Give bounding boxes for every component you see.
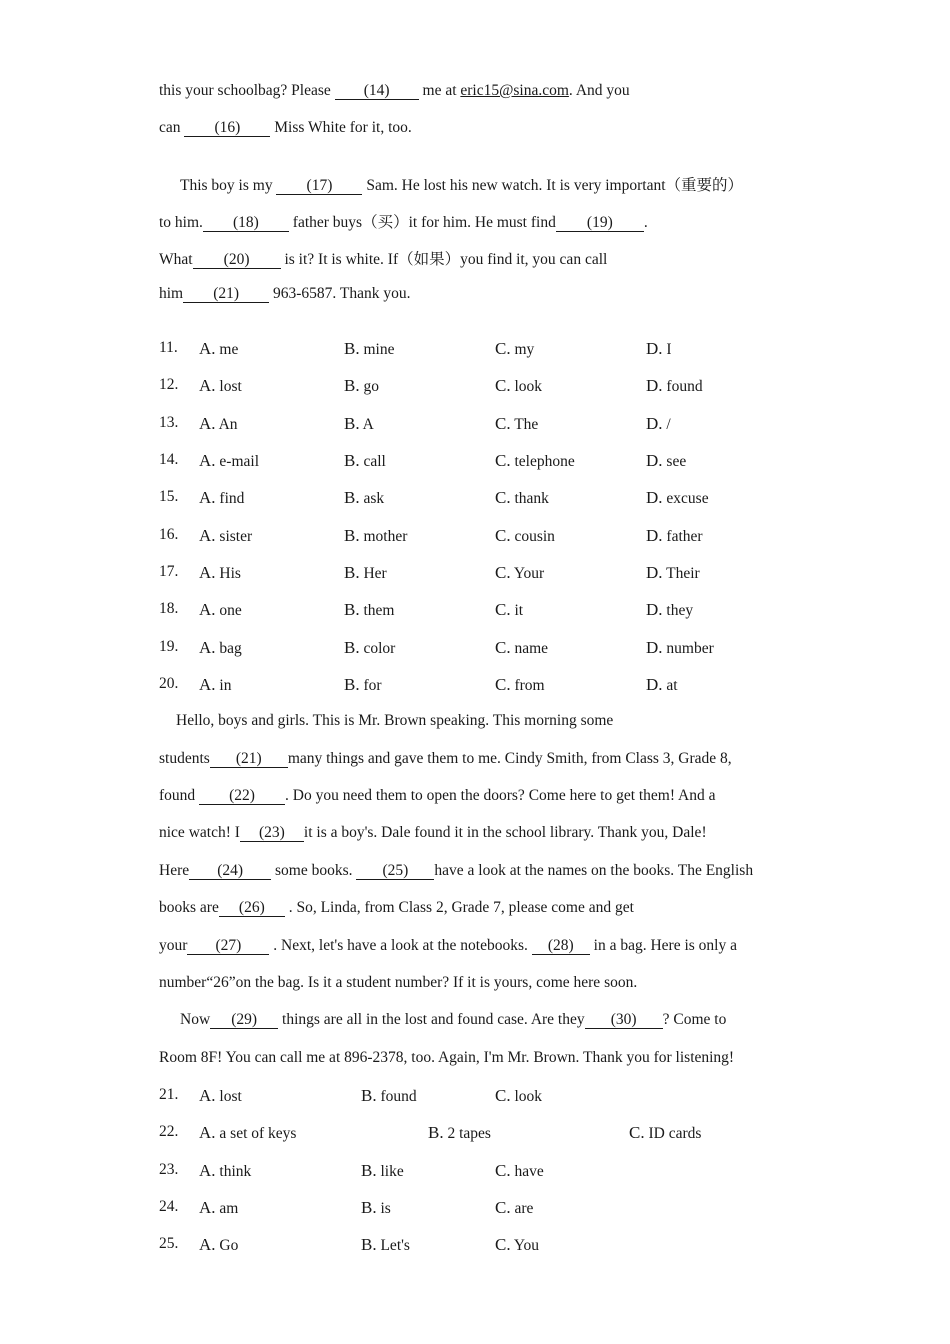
- p3-line-1: Hello, boys and girls. This is Mr. Brown speaking. This morning some: [176, 712, 614, 729]
- blank-25: (25): [356, 863, 434, 880]
- p3-line-7: your (27) . Next, let's have a look at the notebooks. (28) in a bag. Here is only a: [159, 937, 737, 954]
- p2-line-4: him (21) 963-6587. Thank you.: [159, 285, 411, 302]
- blank-27: (27): [187, 938, 269, 955]
- p3-line-10: Room 8F! You can call me at 896-2378, too. Again, I'm Mr. Brown. Thank you for listening!: [159, 1049, 735, 1066]
- blank-19: (19): [556, 215, 644, 232]
- blank-29: (29): [210, 1012, 278, 1029]
- blank-28: (28): [532, 938, 590, 955]
- email-link[interactable]: eric15@sina.com: [460, 82, 569, 99]
- blank-26: (26): [219, 900, 285, 917]
- p1-line-2: can (16) Miss White for it, too.: [159, 119, 412, 136]
- blank-23: (23): [240, 825, 304, 842]
- p3-line-5: Here (24) some books. (25) have a look at the names on the books. The English: [159, 862, 754, 879]
- p2-line-3: What (20) is it? It is white. If（如果）you find it, you can call: [159, 251, 608, 268]
- blank-14: (14): [335, 83, 419, 100]
- p3-line-9: Now (29) things are all in the lost and found case. Are they (30) ? Come to: [180, 1011, 727, 1028]
- p3-line-6: books are (26) . So, Linda, from Class 2, Grade 7, please come and get: [159, 899, 634, 916]
- p2-line-1: This boy is my (17) Sam. He lost his new watch. It is very important（重要的）: [180, 177, 744, 194]
- p3-line-4: nice watch! I (23) it is a boy's. Dale found it in the school library. Thank you, Dale!: [159, 824, 707, 841]
- p1-line-1: this your schoolbag? Please (14) me at eric15@sina.com. And you: [159, 82, 630, 99]
- blank-21a: (21): [183, 286, 269, 303]
- p3-line-2: students (21) many things and gave them to me. Cindy Smith, from Class 3, Grade 8,: [159, 750, 732, 767]
- blank-17: (17): [276, 178, 362, 195]
- blank-16: (16): [184, 120, 270, 137]
- blank-22: (22): [199, 788, 285, 805]
- blank-24: (24): [189, 863, 271, 880]
- blank-20: (20): [193, 252, 281, 269]
- blank-18: (18): [203, 215, 289, 232]
- worksheet-page: this your schoolbag? Please (14) me at eric15@sina.com. And you can (16) Miss White for it, too. This boy is my (17) Sam. He lost his new watch. It is very important（重要的） to him. (18) father buys（买）it for him. He must find (19) . What (20) is it? It is white. If（如果）you find it, you can call him (21) 963-6587. Thank you. 11. A. me B. mine C. my D. I 12. A. lost B. go C. look D. found 13. A. An B. A C. The D. / 14. A. e-mail B. call C. telephone D. see 15. A. find B. ask C. thank D. excuse 16. A. sister B. mother C. cousin D. father 17. A. His B. Her C. Your D. Their 18. A. one B. them C. it D. they 19. A. bag B. color C. name D. number 20. A. in B. for C. from D. at Hello, boys and girls. This is Mr. Brown speaking. This morning some students (21) many things and gave them to me. Cindy Smith, from Class 3, Grade 8, found (22) . Do you need them to open the doors? Come here to get them! And a nice watch! I (23) it is a boy's. Dale found it in the school library. Thank you, Dale! Here (24) some books. (25) have a look at the names on the books. The English books are (26) . So, Linda, from Class 2, Grade 7, please come and get your (27) . Next, let's have a look at the notebooks. (28) in a bag. Here is only a number“26”on the bag. Is it a student number? If it is yours, come here soon. Now (29) things are all in the lost and found case. Are they (30) ? Come to Room 8F! You can call me at 896-2378, too. Again, I'm Mr. Brown. Thank you for listening! 21. A. lost B. found C. look 22. A. a set of keys B. 2 tapes C. ID cards 23. A. think B. like C. have 24. A. am B. is C. are 25. A. Go B. Let's C. You: [159, 82, 754, 1254]
- p3-line-8: number“26”on the bag. Is it a student number? If it is yours, come here soon.: [159, 974, 638, 991]
- blank-30: (30): [585, 1012, 663, 1029]
- p2-line-2: to him. (18) father buys（买）it for him. He must find (19) .: [159, 214, 648, 231]
- p3-line-3: found (22) . Do you need them to open the doors? Come here to get them! And a: [159, 787, 716, 804]
- blank-21: (21): [210, 751, 288, 768]
